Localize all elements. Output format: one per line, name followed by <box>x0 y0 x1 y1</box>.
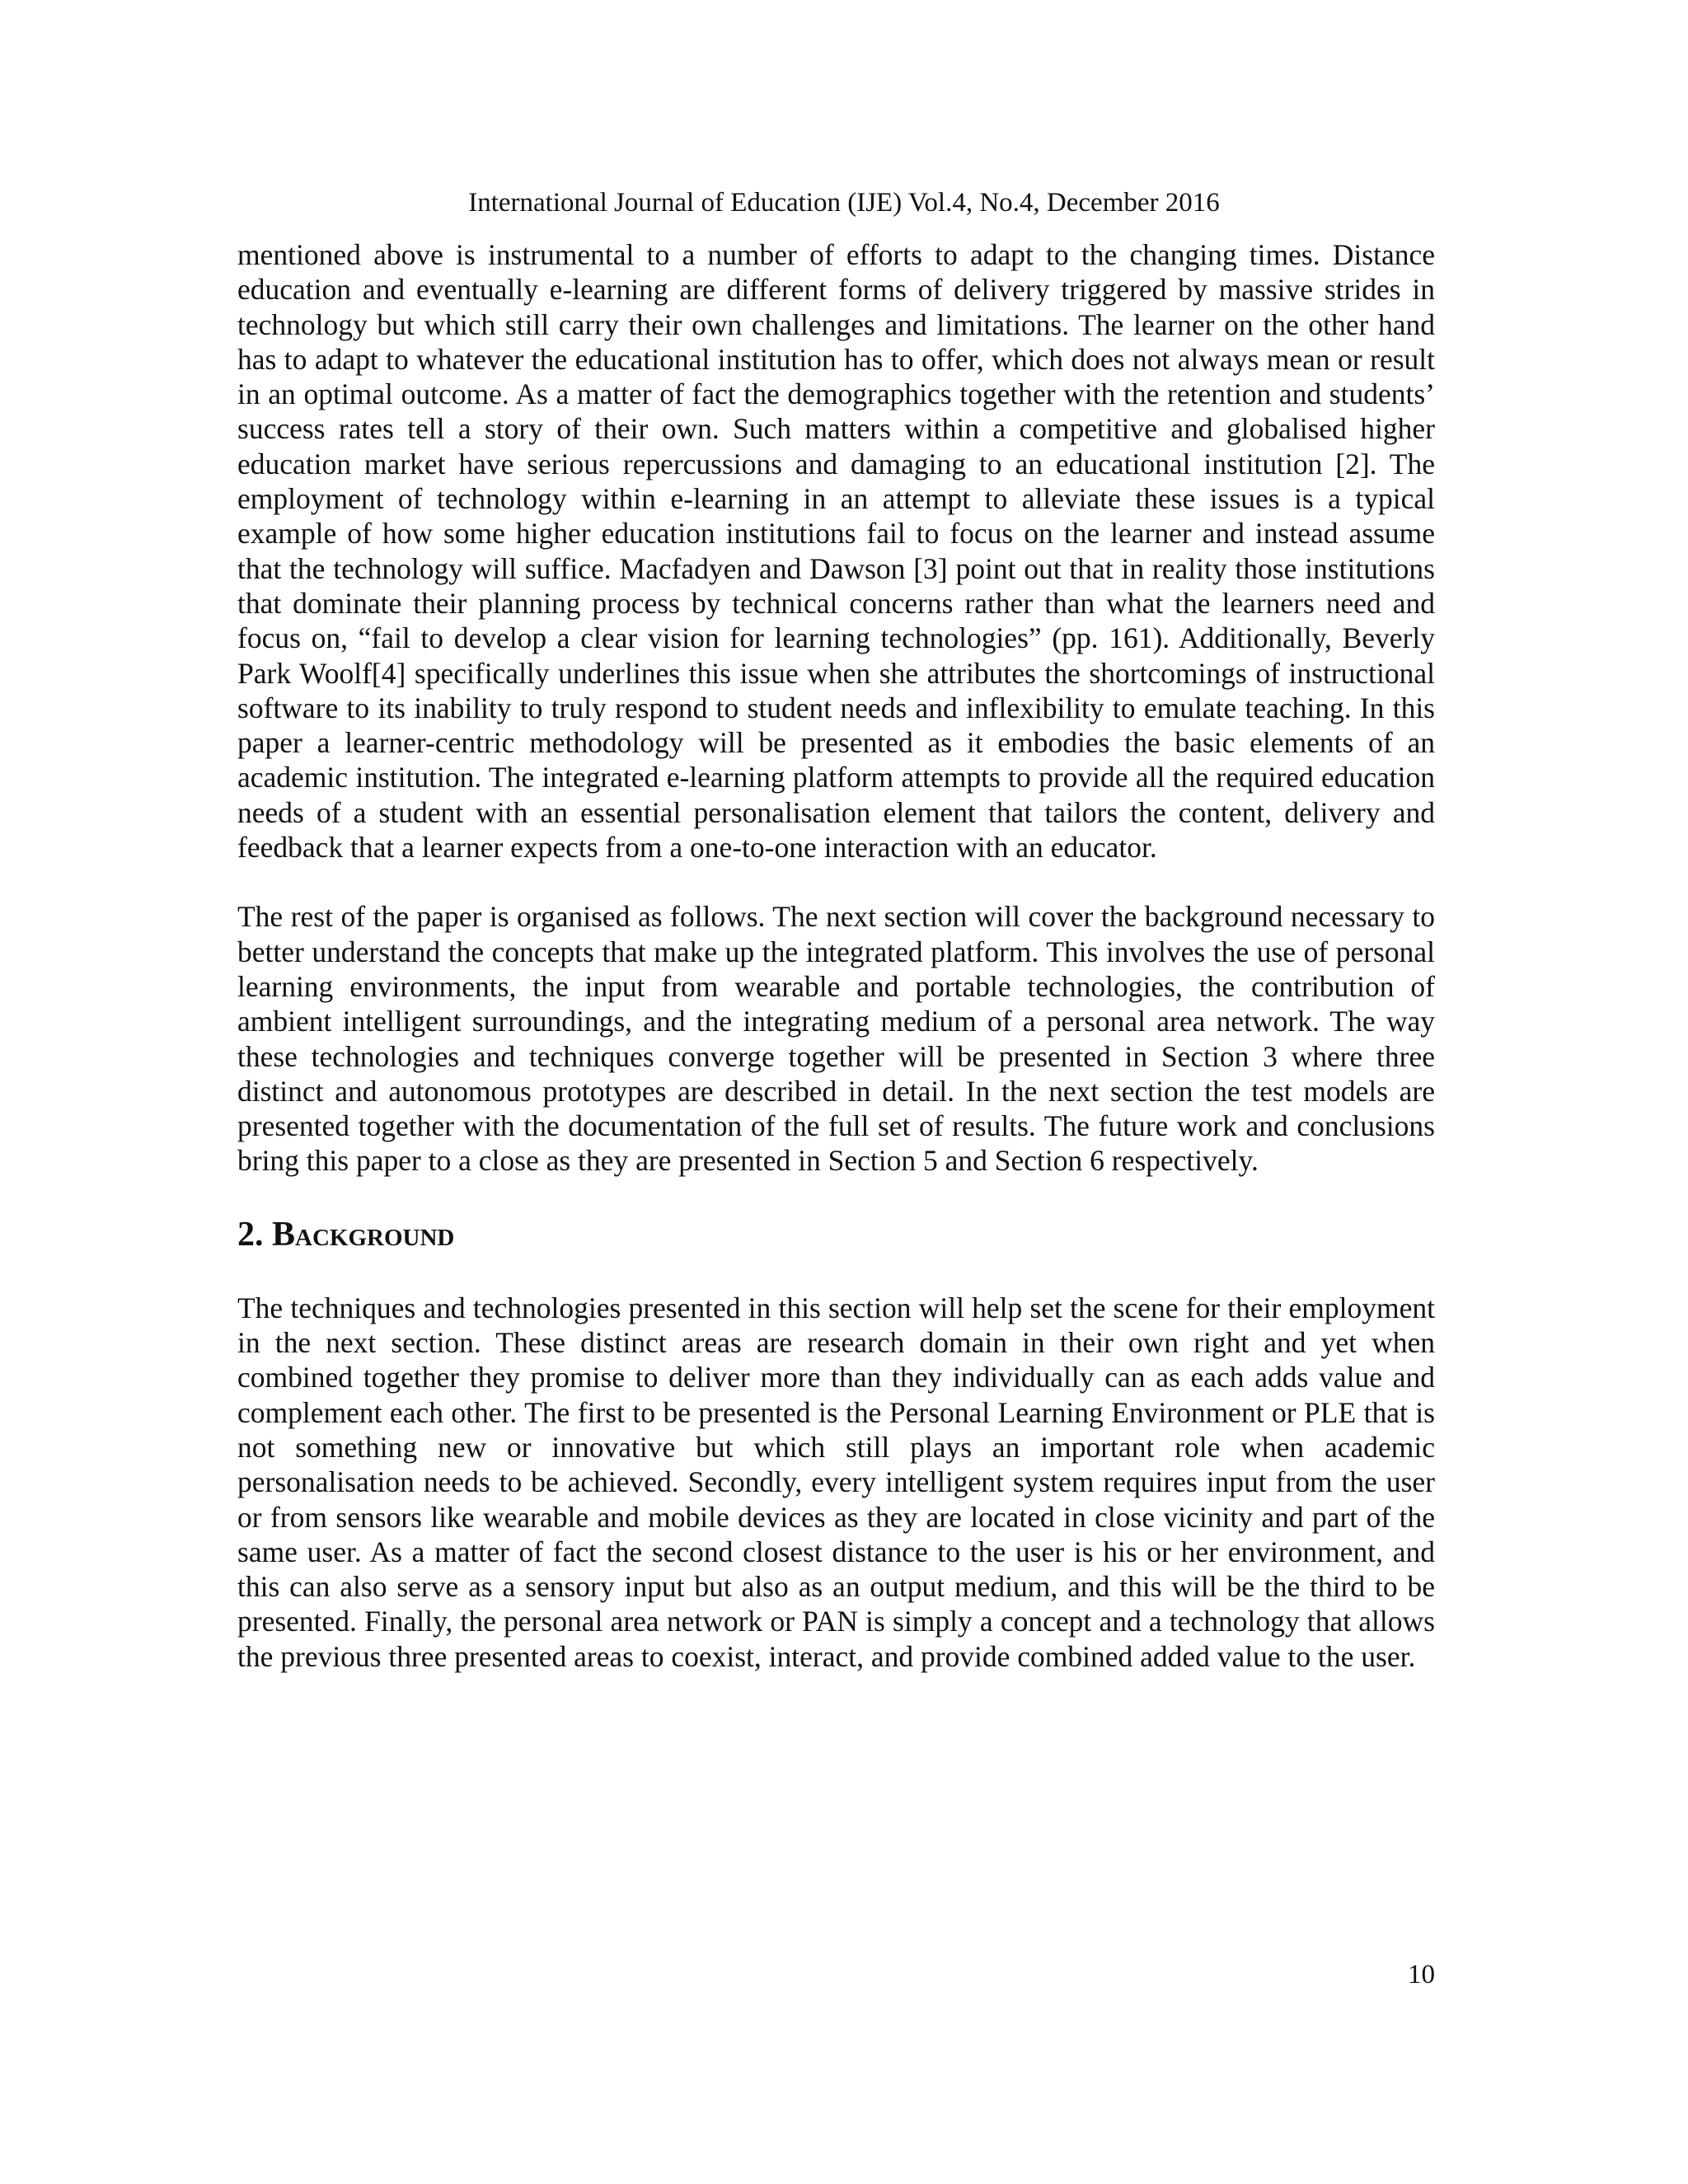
running-header: International Journal of Education (IJE) Vol.4, No.4, December 2016 <box>468 188 1220 218</box>
page-body <box>237 237 1435 1674</box>
body-paragraph-2: The rest of the paper is organised as follows. The next section will cover the background necessary to better understand the concepts that make up the integrated platform. This involves the use of personal learning environments, the input from wearable and portable technologies, the contribution of ambient intelligent surroundings, and the integrating medium of a personal area network. The way these technologies and techniques converge together will be presented in Section 3 where three distinct and autonomous prototypes are described in detail. In the next section the test models are presented together with the documentation of the full set of results. The future work and conclusions bring this paper to a close as they are presented in Section 5 and Section 6 respectively. <box>237 900 1435 1178</box>
section-title: Background <box>272 1215 455 1254</box>
section-heading-background <box>237 1213 1435 1256</box>
background-paragraph-1: The techniques and technologies presented in this section will help set the scene for their employment in the next section. These distinct areas are research domain in their own right and yet when combined together they promise to deliver more than they individually can as each adds value and complement each other. The first to be presented is the Personal Learning Environment or PLE that is not something new or innovative but which still plays an important role when academic personalisation needs to be achieved. Secondly, every intelligent system requires input from the user or from sensors like wearable and mobile devices as they are located in close vicinity and part of the same user. As a matter of fact the second closest distance to the user is his or her environment, and this can also serve as a sensory input but also as an output medium, and this will be the third to be presented. Finally, the personal area network or PAN is simply a concept and a technology that allows the previous three presented areas to coexist, interact, and provide combined added value to the user. <box>237 1291 1435 1673</box>
section-number: 2. <box>237 1215 272 1254</box>
page-number: 10 <box>1408 1960 1435 1990</box>
body-paragraph-1: mentioned above is instrumental to a number of efforts to adapt to the changing times. Distance education and eventually e-learning are different forms of delivery triggered by massive strides in technology but which still carry their own challenges and limitations. The learner on the other hand has to adapt to whatever the educational institution has to offer, which does not always mean or result in an optimal outcome. As a matter of fact the demographics together with the retention and students’ success rates tell a story of their own. Such matters within a competitive and globalised higher education market have serious repercussions and damaging to an educational institution [2]. The employment of technology within e-learning in an attempt to alleviate these issues is a typical example of how some higher education institutions fail to focus on the learner and instead assume that the technology will suffice. Macfadyen and Dawson [3] point out that in reality those institutions that dominate their planning process by technical concerns rather than what the learners need and focus on, “fail to develop a clear vision for learning technologies” (pp. 161). Additionally, Beverly Park Woolf[4] specifically underlines this issue when she attributes the shortcomings of instructional software to its inability to truly respond to student needs and inflexibility to emulate teaching. In this paper a learner-centric methodology will be presented as it embodies the basic elements of an academic institution. The integrated e-learning platform attempts to provide all the required education needs of a student with an essential personalisation element that tailors the content, delivery and feedback that a learner expects from a one-to-one interaction with an educator. <box>237 238 1435 865</box>
